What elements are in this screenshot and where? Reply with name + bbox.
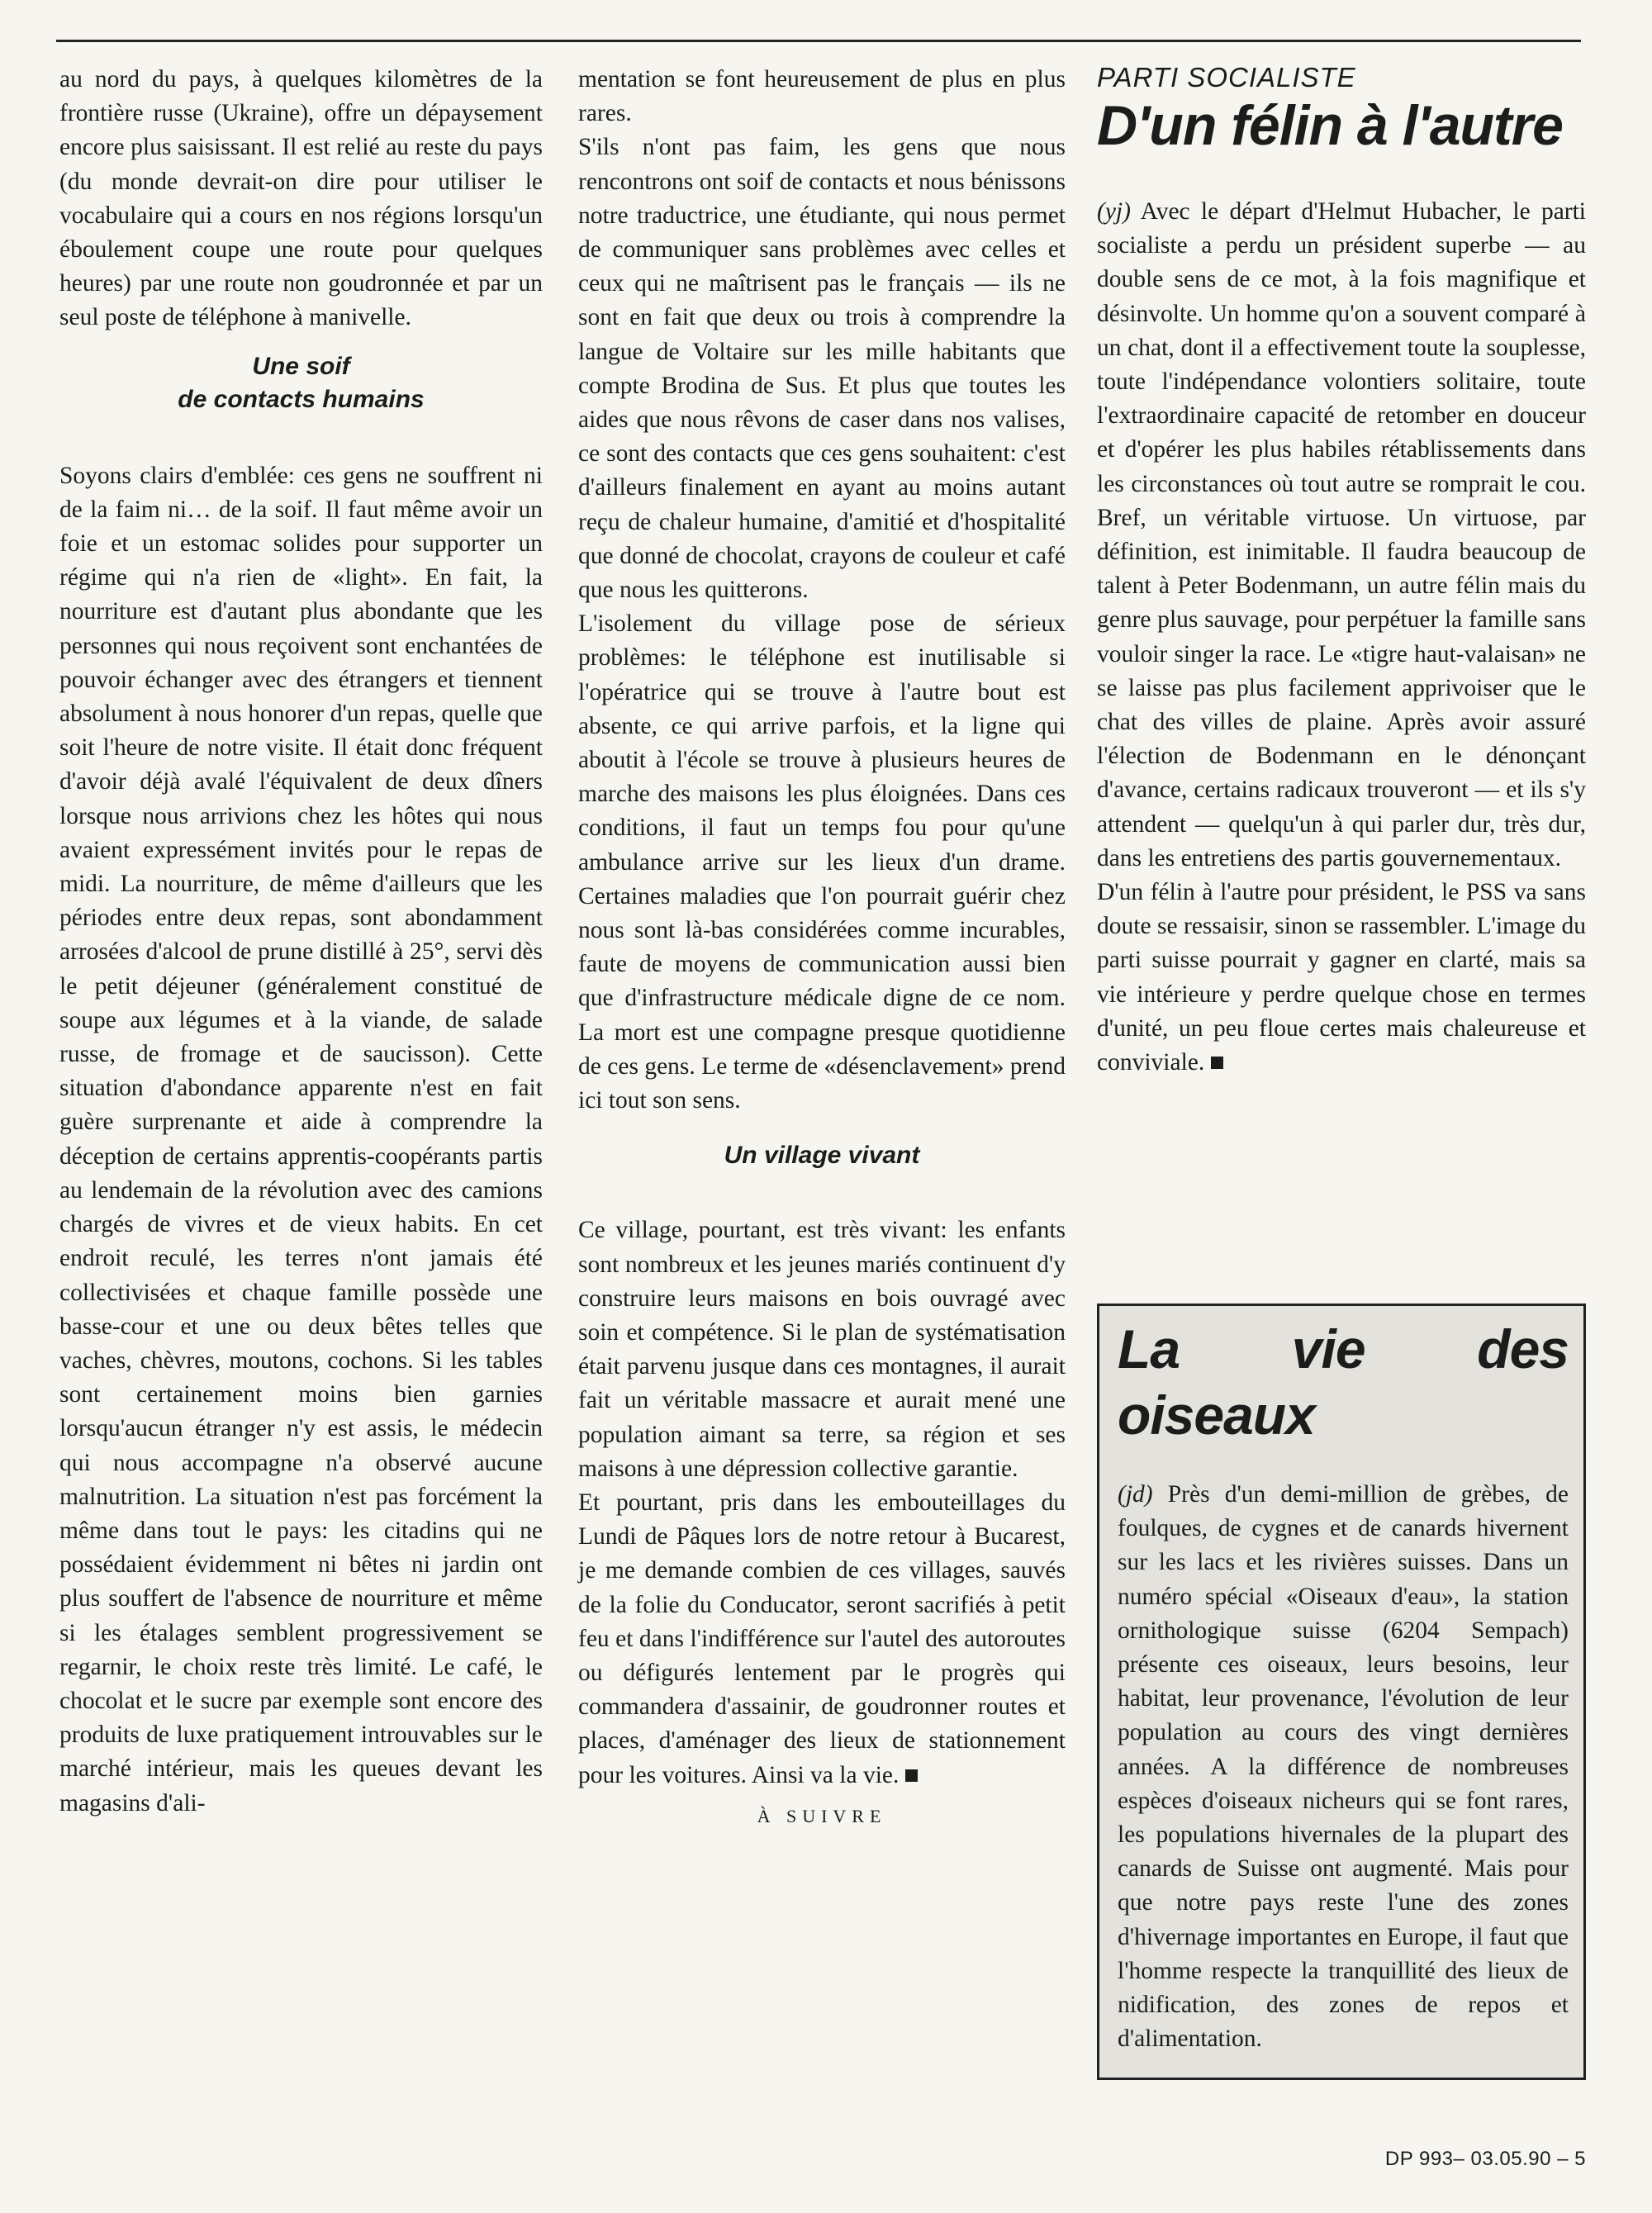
col3-paragraph-2-text: D'un félin à l'autre pour président, le PSS va sans doute se ressaisir, sinon se rassembler. L'image du parti suisse pourrait y gagner en clarté, mais sa vie intérieure y perdre quelque chose en termes d'unité, un peu floue certes mais chaleureuse et conviviale. xyxy=(1097,879,1586,1076)
col2-paragraph-3: L'isolement du village pose de sérieux problèmes: le téléphone est inutilisable si l'opératrice qui se trouve à l'autre bout est absente, ce qui arrive parfois, et la ligne qui aboutit à l'école se trouve à plusieurs heures de marche des maisons les plus éloignées. Dans ces conditions, il faut un temps fou pour qu'une ambulance arrive sur les lieux d'un drame. Certaines maladies que l'on pourrait guérir chez nous sont là-bas considérées comme incurables, faute de moyens de communication aussi bien que d'infrastructure médicale digne de ce nom. La mort est une compagne presque quotidienne de ces gens. Le terme de «désenclavement» prend ici tout son sens. xyxy=(578,610,1066,1114)
col3-paragraph-1-text: Avec le départ d'Helmut Hubacher, le parti socialiste a perdu un président superbe — au double sens de ce mot, à la fois magnifique et désinvolte. Un homme qu'on a souvent comparé à un chat, dont il a effectivement toute la souplesse, toute l'indépendance volontiers solitaire, toute l'extraordinaire capacité de retomber en douceur et d'opérer les plus habiles rétablissements dans les circonstances où tout autre se romprait le cou. Bref, un véritable virtuose. Un virtuose, par définition, est inimitable. Il faudra beaucoup de talent à Peter Bodenmann, un autre félin mais du genre plus sauvage, pour perpétuer la famille sans vouloir singer la race. Le «tigre haut-valaisan» ne se laisse pas plus facilement apprivoiser que le chat des villes de plaine. Après avoir assuré l'élection de Bodenmann en le dénonçant d'avance, certains radicaux trouveront — et ils s'y attendent — quelqu'un à qui parler dur, très dur, dans les entretiens des partis gouvernementaux. xyxy=(1097,198,1586,871)
column-2 xyxy=(578,63,1066,1833)
column-3 xyxy=(1097,63,1586,1080)
subhead-village-vivant: Un village vivant xyxy=(724,1142,920,1170)
subhead-une-soif xyxy=(59,350,543,416)
box-paragraph xyxy=(1118,1478,1569,2056)
subhead-line-1: Une soif xyxy=(252,352,350,380)
col2-paragraph-4: Ce village, pourtant, est très vivant: les enfants sont nombreux et les jeunes mariés continuent d'y construire leurs maisons en bois ouvragé avec soin et compétence. Si le plan de systématisation était parvenu jusque dans ces montagnes, il aurait fait un véritable massacre et aurait mené une population aimant sa terre, sa région et ses maisons à une dépression collective garantie. xyxy=(578,1217,1066,1482)
col2-paragraph-5-text: Et pourtant, pris dans les embouteillages du Lundi de Pâques lors de notre retour à Bucarest, je me demande combien de ces villages, sauvés de la folie du Conducator, seront sacrifiés à petit feu et dans l'indifférence sur l'autel des autoroutes ou défigurés lentement par le progrès qui commandera d'assainir, de goudronner routes et places, d'aménager des lieux de stationnement pour les voitures. Ainsi va la vie. xyxy=(578,1489,1066,1788)
col1-paragraph-2: Soyons clairs d'emblée: ces gens ne souffrent ni de la faim ni… de la soif. Il faut même avoir un foie et un estomac solides pour supporter un régime qui n'a rien de «light». En fait, la nourriture est d'autant plus abondante que les personnes qui nous reçoivent sont enchantées de pouvoir échanger avec des étrangers et tiennent absolument à nous honorer d'un repas, quelle que soit l'heure de notre visite. Il était donc fréquent d'avoir déjà avalé l'équivalent de deux dîners lorsque nous arrivions chez les hôtes qui nous avaient expressément invités pour le repas de midi. La nourriture, de même d'ailleurs que les périodes entre deux repas, sont abondamment arrosées d'alcool de prune distillé à 25°, servi dès le petit déjeuner (généralement constitué de soupe aux légumes et à la viande, de salade russe, de fromage et de saucisson). Cette situation d'abondance apparente n'est en fait guère surprenante et aide à comprendre la déception de certains apprentis-coopérants partis au lendemain de la révolution avec des camions chargés de vivres et de vieux habits. En cet endroit reculé, les terres n'ont jamais été collectivisées et chaque famille possède une basse-cour et une ou deux bêtes telles que vaches, chèvres, moutons, cochons. Si les tables sont certainement moins bien garnies lorsqu'aucun étranger n'y est assis, le médecin qui nous accompagne n'a observé aucune malnutrition. La situation n'est pas forcément la même dans tout le pays: les citadins qui ne possédaient évidemment ni bêtes ni jardin ont plus souffert de l'absence de nourriture et même si les étalages semblent progressivement se regarnir, le choix reste très limité. Le café, le chocolat et le sucre par exemple sont encore des produits de luxe pratiquement introuvables sur le marché intérieur, mais les queues devant les magasins d'ali- xyxy=(59,462,543,1816)
headline: D'un félin à l'autre xyxy=(1097,94,1563,157)
a-suivre: À SUIVRE xyxy=(757,1805,887,1826)
col2-paragraph-1: mentation se font heureusement de plus en plus rares. xyxy=(578,66,1066,127)
page-footer: DP 993– 03.05.90 – 5 xyxy=(1384,2148,1586,2170)
box-text: Près d'un demi-million de grèbes, de foulques, de cygnes et de canards hivernent sur les lacs et les rivières suisses. Dans un numéro spécial «Oiseaux d'eau», la station ornithologique suisse (6204 Sempach) présente ces oiseaux, leurs besoins, leur habitat, leur provenance, l'évolution de leur population au cours des vingt dernières années. A la différence de nombreuses espèces d'oiseaux nicheurs qui se font rares, les populations hivernales de la plupart des canards de Suisse ont augmenté. Mais pour que notre pays reste l'une des zones d'hivernage importantes en Europe, il faut que l'homme respecte la tranquillité des lieux de nidification, des zones de repos et d'alimentation. xyxy=(1118,1481,1569,2053)
author-initials: (yj) xyxy=(1097,198,1131,225)
col1-paragraph-1: au nord du pays, à quelques kilomètres de la frontière russe (Ukraine), offre un dépaysement encore plus saisissant. Il est relié au reste du pays (du monde devrait-on dire pour utiliser le vocabulaire qui a cours en nos régions lorsqu'un éboulement coupe une route pour quelques heures) par une route non goudronnée et par un seul poste de téléphone à manivelle. xyxy=(59,66,543,331)
column-1 xyxy=(59,63,543,1821)
end-mark-icon xyxy=(1211,1057,1223,1069)
sidebar-box xyxy=(1097,1304,1586,2080)
box-initials: (jd) xyxy=(1118,1481,1153,1508)
subhead-line-2: de contacts humains xyxy=(178,385,425,413)
col2-paragraph-2: S'ils n'ont pas faim, les gens que nous rencontrons ont soif de contacts et nous bénissons notre traductrice, une étudiante, qui nous permet de communiquer sans problèmes avec celles et ceux qui ne maîtrisent pas le français — ils ne sont en fait que deux ou trois à comprendre la langue de Voltaire sur les mille habitants que compte Brodina de Sus. Et plus que toutes les aides que nous rêvons de caser dans nos valises, ce sont des contacts que ces gens souhaitent: c'est d'ailleurs finalement en ayant au moins autant reçu de chaleur humaine, d'amitié et d'hospitalité que donné de chocolat, crayons de couleur et café que nous les quitterons. xyxy=(578,134,1066,604)
end-mark-icon xyxy=(905,1769,918,1782)
col3-paragraph-1 xyxy=(1097,195,1586,876)
top-rule xyxy=(56,40,1581,42)
col3-paragraph-2 xyxy=(1097,876,1586,1080)
box-title: La vie des oiseaux xyxy=(1118,1318,1569,1446)
kicker: PARTI SOCIALISTE xyxy=(1097,62,1356,93)
col2-paragraph-5 xyxy=(578,1486,1066,1793)
